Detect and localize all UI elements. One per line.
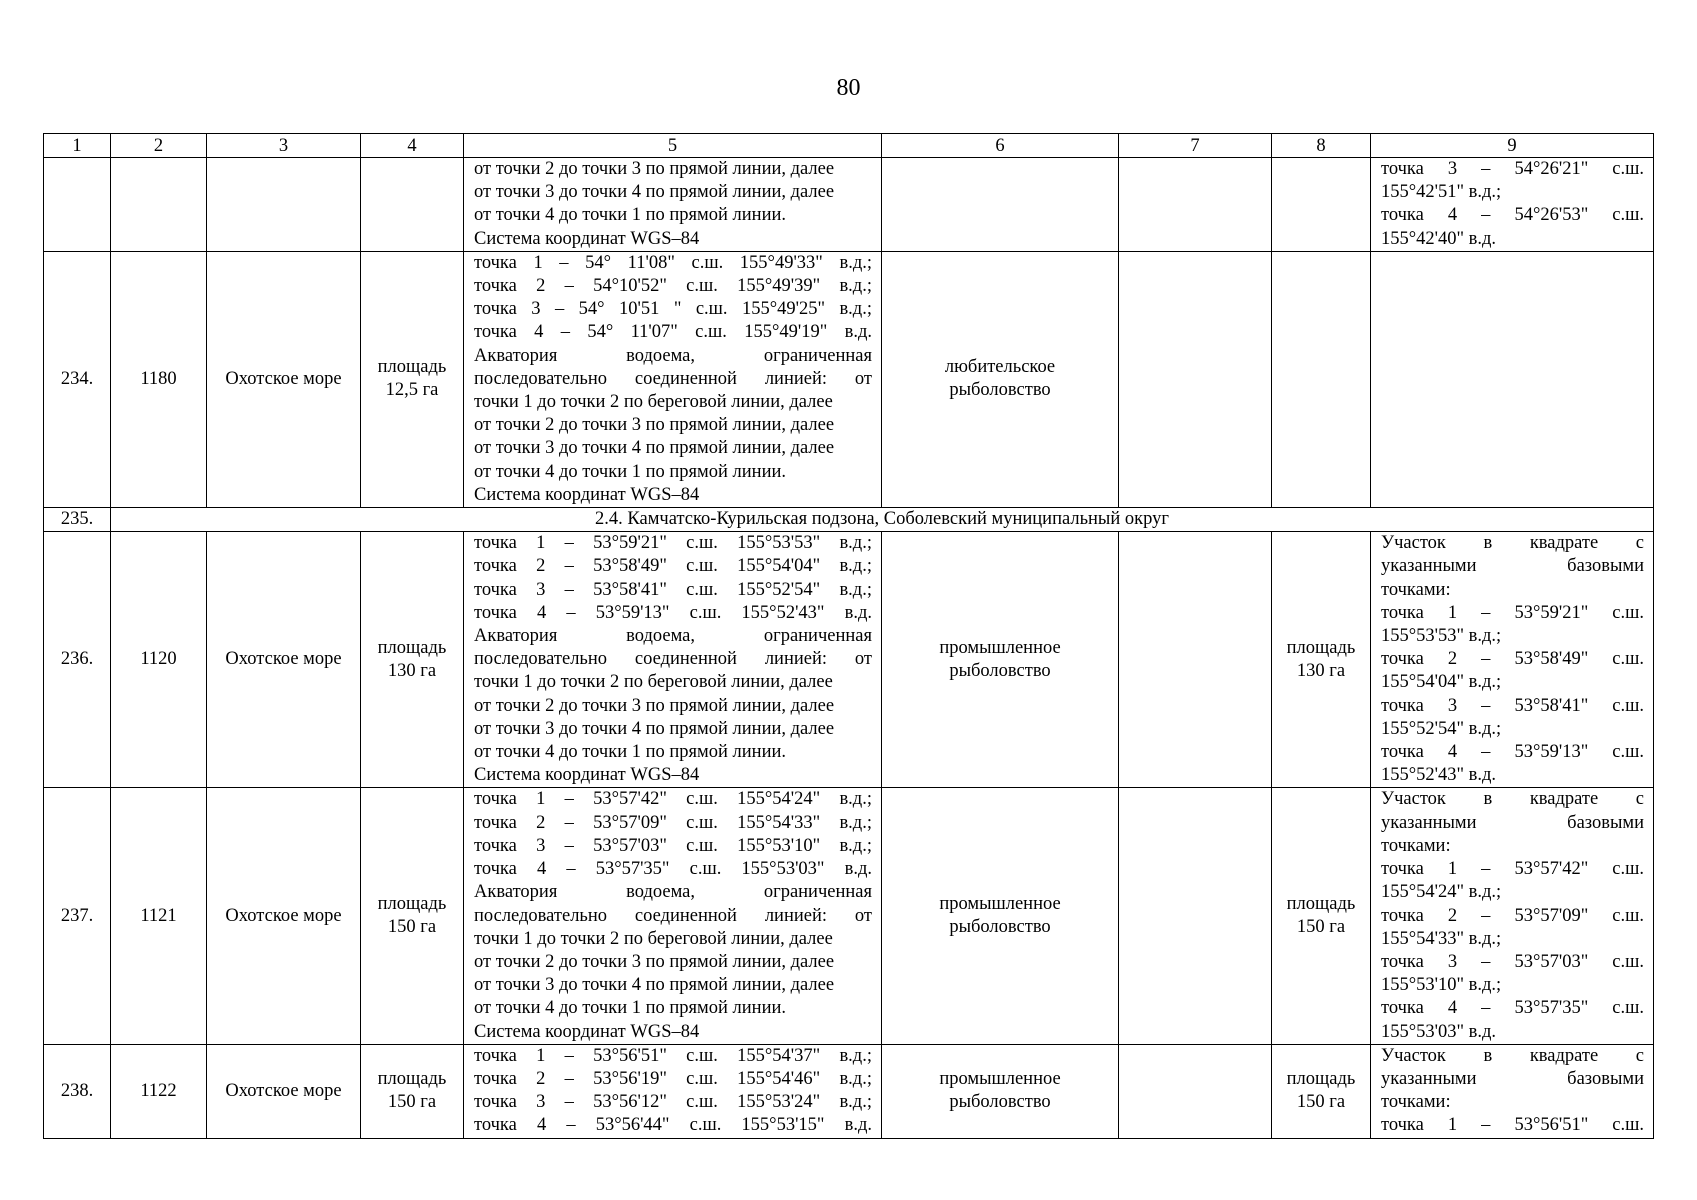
base-points-line: точками: — [1381, 579, 1451, 600]
boundary-description-line: точка 4 – 54° 11'07" с.ш. 155°49'19" в.д. — [474, 322, 872, 343]
usage-purpose — [882, 158, 1119, 252]
boundary-description-line: Акватория водоема, ограниченная — [474, 626, 872, 647]
base-points-line: точками: — [1381, 835, 1451, 856]
boundary-description-line: Система координат WGS–84 — [474, 1021, 700, 1042]
boundary-description-line: от точки 3 до точки 4 по прямой линии, далее — [474, 438, 835, 459]
base-points-line: 155°53'53" в.д.; — [1381, 626, 1502, 647]
row-number: 238. — [44, 1044, 111, 1138]
column-8-area — [1272, 158, 1371, 252]
header-cell-7: 7 — [1119, 134, 1272, 158]
row-number: 235. — [44, 508, 111, 532]
base-points — [1371, 1044, 1654, 1138]
boundary-description-line: точка 2 – 53°57'09" с.ш. 155°54'33" в.д.; — [474, 812, 872, 833]
registry-table — [43, 133, 1654, 1139]
boundary-description-line: точка 1 – 53°57'42" с.ш. 155°54'24" в.д.; — [474, 789, 872, 810]
boundary-description-line: точка 2 – 53°58'49" с.ш. 155°54'04" в.д.; — [474, 556, 872, 577]
base-points-line: 155°53'10" в.д.; — [1381, 975, 1502, 996]
boundary-description-line: Система координат WGS–84 — [474, 765, 700, 786]
boundary-description-line: точка 2 – 54°10'52" с.ш. 155°49'39" в.д.; — [474, 276, 872, 297]
column-7-cell — [1119, 251, 1272, 507]
base-points-line: точка 3 – 54°26'21" с.ш. — [1381, 159, 1644, 179]
boundary-description-line: точка 1 – 53°56'51" с.ш. 155°54'37" в.д.; — [474, 1045, 872, 1066]
boundary-description-line: от точки 4 до точки 1 по прямой линии. — [474, 205, 786, 226]
boundary-description-line: от точки 3 до точки 4 по прямой линии, далее — [474, 975, 835, 996]
base-points-line: 155°52'43" в.д. — [1381, 765, 1497, 786]
boundary-description — [464, 1044, 882, 1138]
base-points-line: 155°42'51" в.д.; — [1381, 182, 1502, 203]
section-title: 2.4. Камчатско-Курильская подзона, Соболевский муниципальный округ — [111, 508, 1654, 532]
boundary-description-line: от точки 4 до точки 1 по прямой линии. — [474, 742, 786, 763]
header-cell-9: 9 — [1371, 134, 1654, 158]
row-number: 234. — [44, 251, 111, 507]
boundary-description-line: точка 3 – 53°57'03" с.ш. 155°53'10" в.д.; — [474, 835, 872, 856]
area-code: 1121 — [111, 788, 207, 1044]
boundary-description-line: от точки 4 до точки 1 по прямой линии. — [474, 998, 786, 1019]
boundary-description-line: точка 1 – 53°59'21" с.ш. 155°53'53" в.д.; — [474, 533, 872, 554]
boundary-description-line: Акватория водоема, ограниченная — [474, 882, 872, 903]
section-row — [44, 508, 1654, 532]
usage-purpose: любительское рыболовство — [882, 251, 1119, 507]
boundary-description-line: точка 1 – 54° 11'08" с.ш. 155°49'33" в.д.; — [474, 252, 872, 273]
boundary-description-line: Система координат WGS–84 — [474, 228, 700, 249]
base-points-line: точка 1 – 53°59'21" с.ш. — [1381, 602, 1644, 623]
area-code — [111, 158, 207, 252]
base-points-line: точка 2 – 53°57'09" с.ш. — [1381, 905, 1644, 926]
boundary-description-line: от точки 3 до точки 4 по прямой линии, далее — [474, 182, 835, 203]
boundary-description-line: от точки 2 до точки 3 по прямой линии, далее — [474, 159, 835, 179]
base-points-line: 155°54'04" в.д.; — [1381, 672, 1502, 693]
column-8-area: площадь 150 га — [1272, 1044, 1371, 1138]
boundary-description-line: точки 1 до точки 2 по береговой линии, далее — [474, 928, 833, 949]
base-points-line: 155°54'33" в.д.; — [1381, 928, 1502, 949]
boundary-description-line: от точки 3 до точки 4 по прямой линии, далее — [474, 718, 835, 739]
header-cell-8: 8 — [1272, 134, 1371, 158]
area-size — [361, 158, 464, 252]
boundary-description-line: Система координат WGS–84 — [474, 484, 700, 505]
header-cell-3: 3 — [207, 134, 361, 158]
table-row — [44, 158, 1654, 252]
boundary-description-line: точка 3 – 53°58'41" с.ш. 155°52'54" в.д.; — [474, 579, 872, 600]
base-points — [1371, 251, 1654, 507]
column-7-cell — [1119, 532, 1272, 788]
page-number: 80 — [836, 75, 861, 101]
table-body — [44, 134, 1654, 1139]
base-points-line: точка 4 – 54°26'53" с.ш. — [1381, 205, 1644, 226]
water-body: Охотское море — [207, 788, 361, 1044]
area-size: площадь 150 га — [361, 788, 464, 1044]
boundary-description-line: от точки 2 до точки 3 по прямой линии, далее — [474, 415, 835, 436]
row-number: 236. — [44, 532, 111, 788]
boundary-description-line: точка 2 – 53°56'19" с.ш. 155°54'46" в.д.; — [474, 1068, 872, 1089]
boundary-description-line: точка 4 – 53°57'35" с.ш. 155°53'03" в.д. — [474, 859, 872, 880]
boundary-description — [464, 788, 882, 1044]
base-points-line: точками: — [1381, 1092, 1451, 1113]
area-code: 1122 — [111, 1044, 207, 1138]
table-header-row — [44, 134, 1654, 158]
boundary-description — [464, 532, 882, 788]
header-cell-1: 1 — [44, 134, 111, 158]
area-code: 1120 — [111, 532, 207, 788]
boundary-description-line: точка 3 – 54° 10'51 " с.ш. 155°49'25" в.д.; — [474, 299, 872, 320]
boundary-description-line: от точки 4 до точки 1 по прямой линии. — [474, 461, 786, 482]
base-points — [1371, 158, 1654, 252]
header-cell-5: 5 — [464, 134, 882, 158]
boundary-description-line: от точки 2 до точки 3 по прямой линии, далее — [474, 695, 835, 716]
water-body: Охотское море — [207, 532, 361, 788]
base-points-line: точка 1 – 53°57'42" с.ш. — [1381, 859, 1644, 880]
water-body: Охотское море — [207, 251, 361, 507]
base-points-line: указанными базовыми — [1381, 812, 1644, 833]
base-points-line: Участок в квадрате с — [1381, 1045, 1644, 1066]
base-points — [1371, 788, 1654, 1044]
boundary-description-line: последовательно соединенной линией: от — [474, 368, 872, 389]
boundary-description — [464, 158, 882, 252]
base-points-line: указанными базовыми — [1381, 556, 1644, 577]
column-7-cell — [1119, 1044, 1272, 1138]
table-row — [44, 788, 1654, 1044]
header-cell-4: 4 — [361, 134, 464, 158]
base-points-line: 155°53'03" в.д. — [1381, 1021, 1497, 1042]
water-body — [207, 158, 361, 252]
boundary-description-line: последовательно соединенной линией: от — [474, 905, 872, 926]
boundary-description-line: от точки 2 до точки 3 по прямой линии, далее — [474, 951, 835, 972]
boundary-description — [464, 251, 882, 507]
table-row — [44, 532, 1654, 788]
column-7-cell — [1119, 788, 1272, 1044]
usage-purpose: промышленное рыболовство — [882, 532, 1119, 788]
base-points-line: точка 2 – 53°58'49" с.ш. — [1381, 649, 1644, 670]
base-points-line: точка 3 – 53°57'03" с.ш. — [1381, 951, 1644, 972]
base-points — [1371, 532, 1654, 788]
water-body: Охотское море — [207, 1044, 361, 1138]
boundary-description-line: точки 1 до точки 2 по береговой линии, далее — [474, 392, 833, 413]
base-points-line: 155°52'54" в.д.; — [1381, 718, 1502, 739]
base-points-line: Участок в квадрате с — [1381, 789, 1644, 810]
base-points-line: точка 3 – 53°58'41" с.ш. — [1381, 695, 1644, 716]
column-8-area: площадь 150 га — [1272, 788, 1371, 1044]
usage-purpose: промышленное рыболовство — [882, 1044, 1119, 1138]
boundary-description-line: точка 4 – 53°56'44" с.ш. 155°53'15" в.д. — [474, 1115, 872, 1136]
area-size: площадь 150 га — [361, 1044, 464, 1138]
usage-purpose: промышленное рыболовство — [882, 788, 1119, 1044]
boundary-description-line: точки 1 до точки 2 по береговой линии, далее — [474, 672, 833, 693]
header-cell-2: 2 — [111, 134, 207, 158]
header-cell-6: 6 — [882, 134, 1119, 158]
boundary-description-line: точка 4 – 53°59'13" с.ш. 155°52'43" в.д. — [474, 602, 872, 623]
base-points-line: 155°54'24" в.д.; — [1381, 882, 1502, 903]
table-row — [44, 251, 1654, 507]
row-number: 237. — [44, 788, 111, 1044]
boundary-description-line: точка 3 – 53°56'12" с.ш. 155°53'24" в.д.; — [474, 1092, 872, 1113]
base-points-line: точка 4 – 53°59'13" с.ш. — [1381, 742, 1644, 763]
base-points-line: точка 4 – 53°57'35" с.ш. — [1381, 998, 1644, 1019]
table-row — [44, 1044, 1654, 1138]
base-points-line: 155°42'40" в.д. — [1381, 228, 1497, 249]
area-size: площадь 130 га — [361, 532, 464, 788]
column-7-cell — [1119, 158, 1272, 252]
boundary-description-line: Акватория водоема, ограниченная — [474, 345, 872, 366]
boundary-description-line: последовательно соединенной линией: от — [474, 649, 872, 670]
base-points-line: точка 1 – 53°56'51" с.ш. — [1381, 1115, 1644, 1136]
base-points-line: указанными базовыми — [1381, 1068, 1644, 1089]
column-8-area — [1272, 251, 1371, 507]
column-8-area: площадь 130 га — [1272, 532, 1371, 788]
row-number — [44, 158, 111, 252]
area-size: площадь 12,5 га — [361, 251, 464, 507]
area-code: 1180 — [111, 251, 207, 507]
base-points-line: Участок в квадрате с — [1381, 533, 1644, 554]
